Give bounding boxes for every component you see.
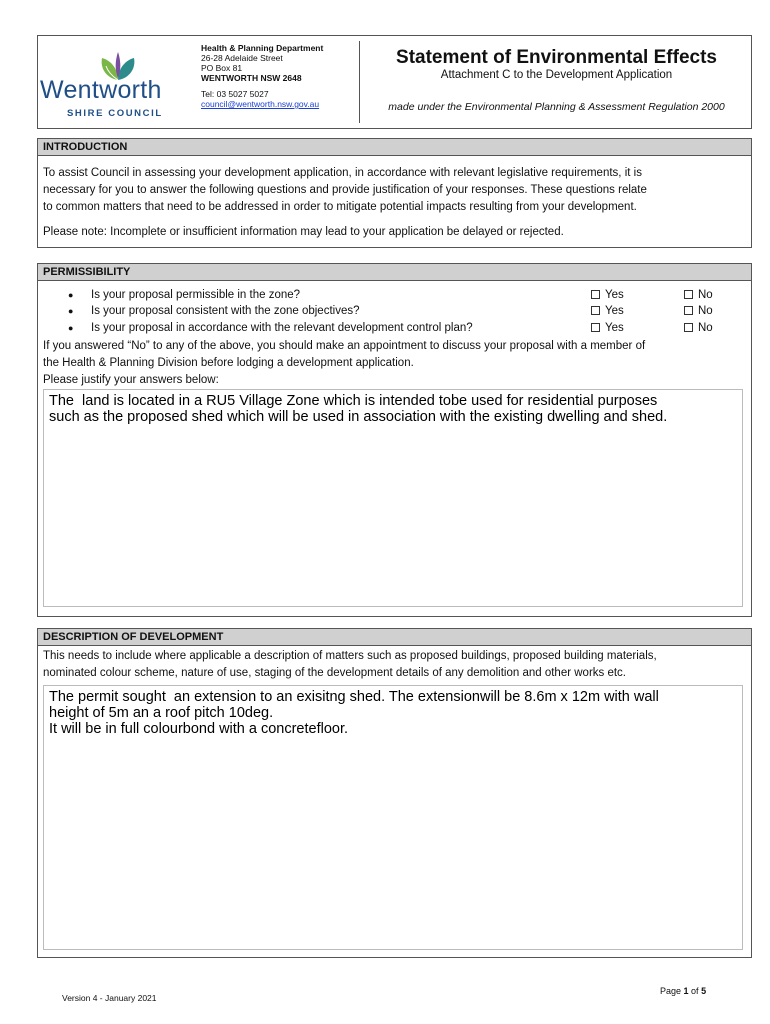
permissibility-heading: PERMISSIBILITY	[38, 264, 751, 281]
advice-line: If you answered “No” to any of the above, you should make an appointment to discuss your proposal with a member of	[43, 340, 646, 352]
checkbox-icon[interactable]	[591, 323, 600, 332]
page-number: Page 1 of 5	[660, 986, 707, 996]
option-yes[interactable]: Yes	[591, 303, 624, 320]
question-text: Is your proposal in accordance with the relevant development control plan?	[91, 322, 473, 334]
email-link[interactable]: council@wentworth.nsw.gov.au	[201, 99, 320, 109]
question-row	[38, 303, 753, 320]
option-no[interactable]: No	[684, 320, 713, 337]
regulation-note: made under the Environmental Planning & Assessment Regulation 2000	[388, 101, 725, 113]
intro-line: necessary for you to answer the following questions and provide justification of your responses. These questions relate	[43, 184, 647, 196]
question-text: Is your proposal consistent with the zone objectives?	[91, 305, 360, 317]
po-box: PO Box 81	[201, 63, 243, 73]
instruction-line: This needs to include where applicable a description of matters such as proposed buildings, proposed building materials,	[43, 650, 657, 662]
introduction-section	[37, 138, 752, 248]
introduction-paragraph	[43, 165, 748, 216]
option-yes[interactable]: Yes	[591, 287, 624, 304]
permissibility-section	[37, 263, 752, 617]
option-no[interactable]: No	[684, 287, 713, 304]
justify-label: Please justify your answers below:	[43, 374, 219, 386]
checkbox-icon[interactable]	[591, 306, 600, 315]
checkbox-icon[interactable]	[591, 290, 600, 299]
bullet-icon: ●	[68, 323, 74, 333]
town-postcode: WENTWORTH NSW 2648	[201, 73, 302, 83]
council-logo	[40, 46, 200, 126]
checkbox-icon[interactable]	[684, 290, 693, 299]
header-box	[37, 35, 752, 129]
permissibility-advice	[43, 338, 748, 389]
introduction-heading: INTRODUCTION	[38, 139, 751, 156]
question-row	[38, 320, 753, 337]
intro-line: to common matters that need to be addressed in order to mitigate potential impacts resulting from your development.	[43, 201, 637, 213]
bullet-icon: ●	[68, 290, 74, 300]
question-row	[38, 287, 753, 304]
instruction-line: nominated colour scheme, nature of use, staging of the development details of any demolition and other works etc.	[43, 667, 627, 679]
option-no[interactable]: No	[684, 303, 713, 320]
justification-textarea[interactable]: The land is located in a RU5 Village Zone which is intended tobe used for residential purposes such as the proposed shed which will be used in association with the existing dwelling and shed.	[43, 389, 743, 607]
advice-line: the Health & Planning Division before lodging a development application.	[43, 357, 414, 369]
introduction-note: Please note: Incomplete or insufficient information may lead to your application be delayed or rejected.	[43, 226, 564, 238]
checkbox-icon[interactable]	[684, 306, 693, 315]
logo-name: Wentworth	[40, 76, 162, 104]
description-section	[37, 628, 752, 958]
telephone: Tel: 03 5027 5027	[201, 89, 269, 99]
bullet-icon: ●	[68, 306, 74, 316]
version-label: Version 4 - January 2021	[62, 993, 157, 1003]
contact-info	[201, 43, 359, 109]
document-title: Statement of Environmental Effects	[396, 47, 717, 68]
description-textarea[interactable]: The permit sought an extension to an exisitng shed. The extensionwill be 8.6m x 12m with wall height of 5m an a roof pitch 10deg. It will be in full colourbond with a concretefloor.	[43, 685, 743, 950]
intro-line: To assist Council in assessing your development application, in accordance with relevant legislative requirements, it is	[43, 167, 642, 179]
document-subtitle: Attachment C to the Development Application	[440, 69, 673, 81]
description-instructions	[43, 648, 748, 682]
description-heading: DESCRIPTION OF DEVELOPMENT	[38, 629, 751, 646]
option-yes[interactable]: Yes	[591, 320, 624, 337]
department-name: Health & Planning Department	[201, 43, 324, 53]
logo-subtitle: SHIRE COUNCIL	[67, 108, 163, 119]
checkbox-icon[interactable]	[684, 323, 693, 332]
street-address: 26-28 Adelaide Street	[201, 53, 283, 63]
question-text: Is your proposal permissible in the zone?	[91, 289, 301, 301]
